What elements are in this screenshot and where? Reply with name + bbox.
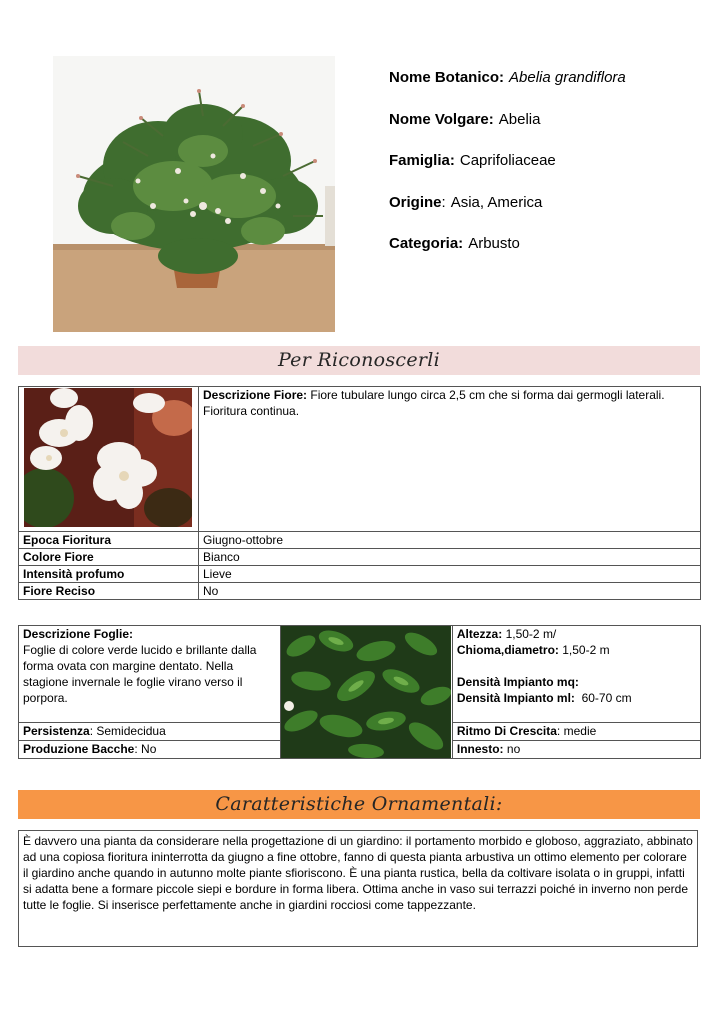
ornamental-description-box: [18, 830, 698, 947]
categoria: [389, 235, 520, 253]
ritmo-value: medie: [563, 724, 597, 739]
flower-description-cell: [199, 387, 701, 532]
leaf-photo: [281, 626, 451, 758]
flower-photo: [24, 388, 192, 527]
flower-row-value: Bianco: [199, 549, 701, 566]
famiglia: [389, 152, 556, 170]
nome-botanico-value: Abelia grandiflora: [509, 69, 626, 86]
section-title-riconoscerli: Per Riconoscerli: [277, 349, 441, 371]
persistenza-label: Persistenza: [23, 724, 90, 739]
origine-value: Asia, America: [450, 194, 543, 211]
size-cell: [452, 626, 700, 723]
chioma-value: 1,50-2 m: [562, 643, 610, 657]
section-title-ornamentali: Caratteristiche Ornamentali:: [215, 793, 503, 815]
famiglia-value: Caprifoliaceae: [459, 152, 556, 169]
nome-volgare-value: Abelia: [498, 111, 541, 128]
ritmo-cell: Ritmo Di Crescita: medie: [452, 723, 700, 741]
leaf-table: [18, 625, 701, 759]
flower-row-label: Fiore Reciso: [19, 583, 199, 600]
innesto-label: Innesto:: [456, 742, 504, 757]
section-banner-riconoscerli: [18, 346, 700, 375]
flower-row-value: No: [199, 583, 701, 600]
flower-row-label: Epoca Fioritura: [19, 532, 199, 549]
innesto-value: no: [506, 742, 521, 757]
ritmo-label: Ritmo Di Crescita: [456, 724, 557, 739]
categoria-label: Categoria:: [389, 235, 464, 252]
densita-ml-value: 60-70 cm: [581, 691, 632, 705]
chioma-label: Chioma,diametro:: [456, 643, 559, 657]
famiglia-label: Famiglia:: [389, 152, 455, 169]
flower-row-label: Colore Fiore: [19, 549, 199, 566]
densita-ml-label: Densità Impianto ml:: [456, 691, 575, 705]
persistenza-value: Semidecidua: [96, 724, 166, 739]
leaf-photo-cell: [281, 626, 453, 759]
shrub-photo: [53, 56, 335, 332]
persistenza-cell: Persistenza: Semidecidua: [19, 723, 281, 741]
flower-row-value: Giugno-ottobre: [199, 532, 701, 549]
flower-row-label: Intensità profumo: [19, 566, 199, 583]
flower-description-value: Fiore tubulare lungo circa 2,5 cm che si forma dai germogli laterali. Fioritura continua.: [203, 388, 665, 418]
ornamental-description-text: È davvero una pianta da considerare nella progettazione di un giardino: il portamento morbido e globoso, aggraziato, abbinato ad una copiosa fioritura ininterrotta da giugno a fine ottobre, fanno di questa pianta arbustiva un ottimo elemento per colorare il giardino anche quando in autunno molte piante sfioriscono. È una pianta rustica, bella da coltivare isolata o in gruppi, infatti si adatta bene a formare piccole siepi e bordure in forma libera. Ottima anche in vaso sui terrazzi poiché in inverno non perde tutte le foglie. Si inserisce perfettamente anche in giardini rocciosi come tappezzante.: [23, 834, 693, 912]
nome-volgare: [389, 111, 540, 129]
bacche-cell: Produzione Bacche: No: [19, 741, 281, 759]
altezza-value: 1,50-2 m/: [505, 627, 557, 641]
densita-mq-label: Densità Impianto mq:: [456, 675, 579, 689]
section-banner-ornamentali: [18, 790, 700, 819]
categoria-value: Arbusto: [468, 235, 520, 252]
bacche-label: Produzione Bacche: [23, 742, 135, 757]
flower-table: [18, 386, 701, 600]
flower-row-value: Lieve: [199, 566, 701, 583]
flower-description-label: Descrizione Fiore:: [203, 388, 308, 402]
leaf-description-value: Foglie di colore verde lucido e brillante dalla forma ovata con margine dentato. Nella stagione invernale le foglie virano verso il porpora.: [23, 643, 257, 705]
nome-botanico-label: Nome Botanico:: [389, 69, 505, 86]
origine: Origine: Asia, America: [389, 194, 543, 211]
flower-photo-cell: [19, 387, 199, 532]
origine-label: Origine: [389, 194, 442, 211]
bacche-value: No: [141, 742, 157, 757]
nome-botanico: [389, 69, 626, 87]
leaf-description-cell: [19, 626, 281, 723]
innesto-cell: [452, 741, 700, 759]
nome-volgare-label: Nome Volgare:: [389, 111, 494, 128]
leaf-description-label: Descrizione Foglie:: [23, 627, 134, 641]
altezza-label: Altezza:: [456, 627, 503, 641]
